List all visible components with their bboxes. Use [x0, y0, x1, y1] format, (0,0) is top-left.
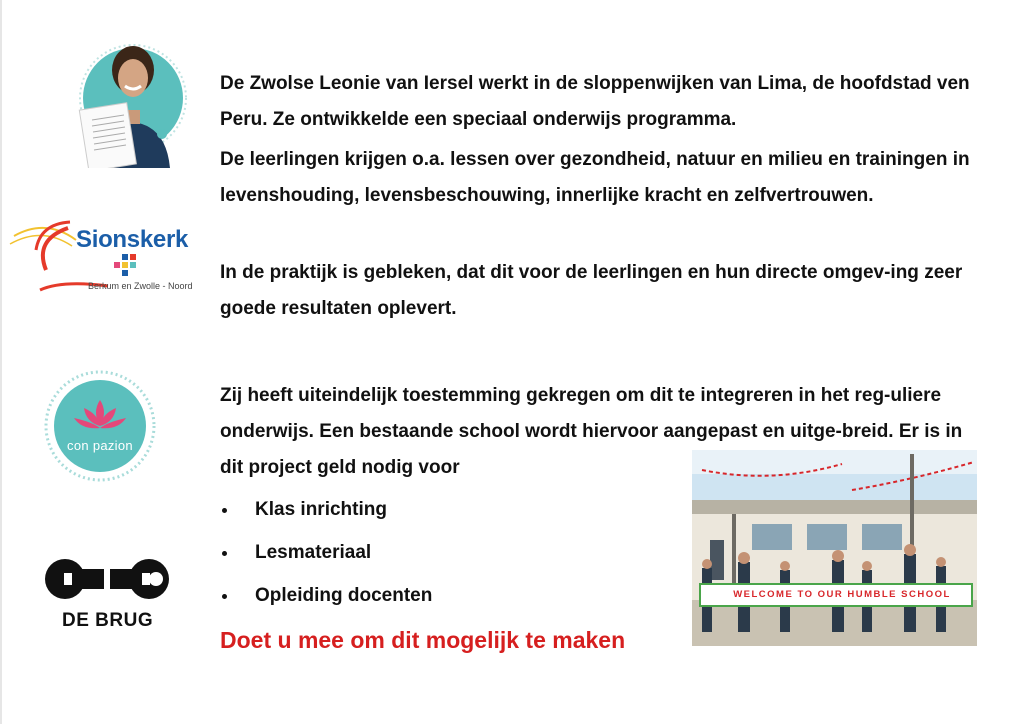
page-edge-line: [0, 0, 2, 724]
list-item: Lesmateriaal: [220, 531, 432, 574]
list-item: Opleiding docenten: [220, 574, 432, 617]
project-paragraph: Zij heeft uiteindelijk toestemming gekregen om dit te integreren in het reg-uliere onderwijs. Een bestaande school wordt hiervoor aangepast en uitge-breid. Er is in dit project geld nodig voor: [220, 385, 963, 478]
sionskerk-logo: [6, 210, 196, 296]
school-photo: [692, 450, 977, 646]
sionskerk-name: Sionskerk: [76, 226, 189, 253]
portrait-photo: [78, 38, 188, 168]
list-item: Klas inrichting: [220, 488, 432, 531]
funding-needs-list: [220, 488, 432, 617]
results-paragraph: In de praktijk is gebleken, dat dit voor de leerlingen en hun directe omgev-ing zeer goede resultaten oplevert.: [220, 262, 963, 319]
intro-paragraph: De Zwolse Leonie van Iersel werkt in de sloppenwijken van Lima, de hoofdstad ven Peru. Ze ontwikkelde een speciaal onderwijs programma.: [220, 73, 970, 130]
lessons-paragraph: De leerlingen krijgen o.a. lessen over gezondheid, natuur en milieu en trainingen in levenshouding, levensbeschouwing, innerlijke kracht en zelfvertrouwen.: [220, 149, 970, 206]
debrug-logo: [44, 555, 174, 635]
conpazion-name: con pazion: [67, 438, 133, 453]
welcome-banner-text: WELCOME TO OUR HUMBLE SCHOOL: [733, 589, 951, 600]
conpazion-logo: [44, 370, 156, 482]
debrug-name: DE BRUG: [62, 610, 154, 631]
call-to-action: Doet u mee om dit mogelijk te maken: [220, 627, 626, 653]
sionskerk-subtitle: Berkum en Zwolle - Noord: [88, 281, 193, 291]
